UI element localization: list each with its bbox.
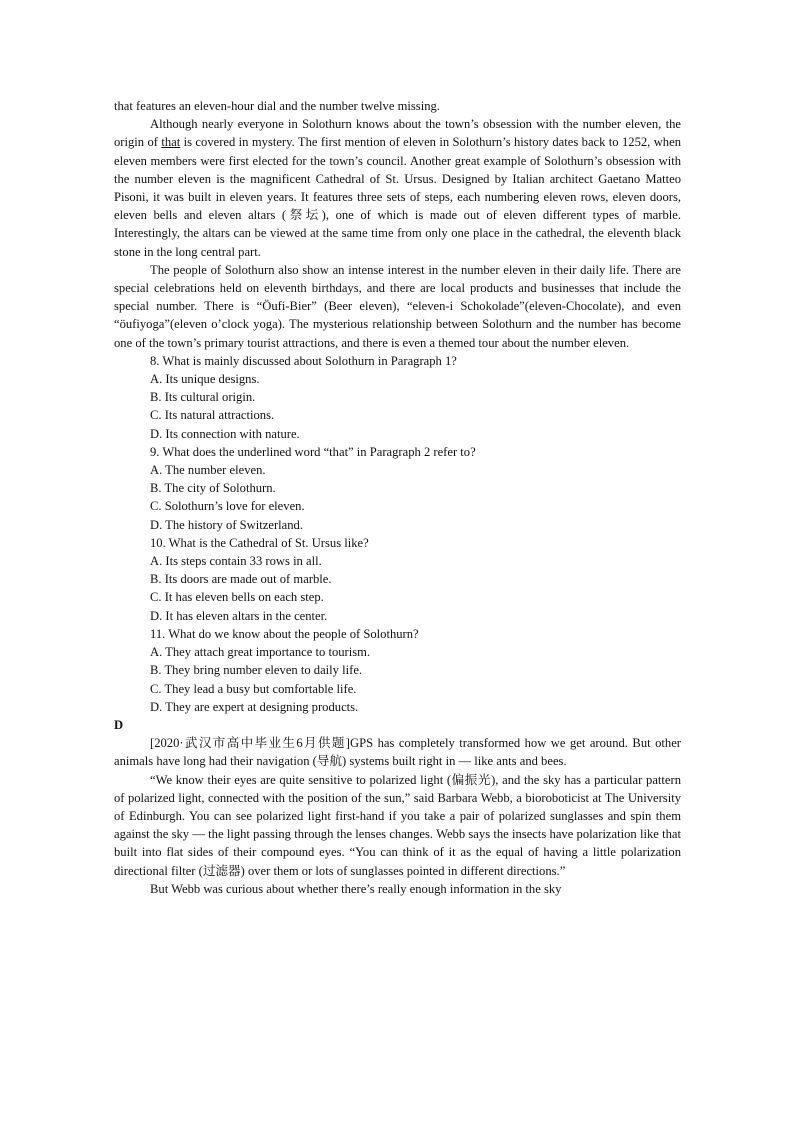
question-9-option-c: C. Solothurn’s love for eleven. xyxy=(150,499,305,514)
question-11-stem: 11. What do we know about the people of Solothurn? xyxy=(150,626,419,641)
question-10-option-d: D. It has eleven altars in the center. xyxy=(150,608,328,623)
document-page xyxy=(114,97,681,898)
question-10-stem: 10. What is the Cathedral of St. Ursus like? xyxy=(150,535,369,550)
question-9-stem: 9. What does the underlined word “that” in Paragraph 2 refer to? xyxy=(150,444,476,459)
question-10-option-c: C. It has eleven bells on each step. xyxy=(150,590,324,605)
section-label-d: D xyxy=(114,717,124,732)
passage-c-paragraph-1-end: that features an eleven-hour dial and the number twelve missing. xyxy=(114,99,440,113)
passage-c-paragraph-2 xyxy=(114,115,681,261)
question-11-option-c: C. They lead a busy but comfortable life. xyxy=(150,681,357,696)
question-8-option-a: A. Its unique designs. xyxy=(150,372,260,387)
question-8-stem: 8. What is mainly discussed about Solothurn in Paragraph 1? xyxy=(150,353,457,368)
passage-d-paragraph-3: But Webb was curious about whether there’s really enough information in the sky xyxy=(150,881,562,896)
question-9-option-b: B. The city of Solothurn. xyxy=(150,481,276,496)
underlined-word-that: that xyxy=(161,135,181,150)
question-10-option-b: B. Its doors are made out of marble. xyxy=(150,572,332,587)
passage-d-paragraph-2: “We know their eyes are quite sensitive to polarized light (偏振光), and the sky has a particular pattern of polarized light, connected with the position of the sun,” said Barbara Webb, a bioroboticist at The University of Edinburgh. You can see polarized light first-hand if you take a pair of polarized sunglasses and spin them against the sky — the light passing through the lenses changes. Webb says the insects have polarization like that built into flat sides of their compound eyes. “You can think of it as the equal of having a little polarization directional filter (过滤器) over them or lots of sunglasses pointed in different directions.” xyxy=(114,772,681,878)
question-11-option-d: D. They are expert at designing products. xyxy=(150,699,359,714)
question-8-option-b: B. Its cultural origin. xyxy=(150,390,256,405)
question-9-option-d: D. The history of Switzerland. xyxy=(150,517,303,532)
question-8-option-d: D. Its connection with nature. xyxy=(150,426,300,441)
question-11-option-a: A. They attach great importance to tourism. xyxy=(150,645,371,660)
question-9-option-a: A. The number eleven. xyxy=(150,463,266,478)
question-10-option-a: A. Its steps contain 33 rows in all. xyxy=(150,554,322,569)
passage-c-paragraph-3: The people of Solothurn also show an intense interest in the number eleven in their daily life. There are special celebrations held on eleventh birthdays, and there are local products and businesses that include the special number. There is “Öufi-Bier” (Beer eleven), “eleven-i Schokolade”(eleven-Chocolate), and even “öufiyoga”(eleven o’clock yoga). The mysterious relationship between Solothurn and the number has become one of the town’s primary tourist attractions, and there is even a themed tour about the number eleven. xyxy=(114,262,681,350)
question-11-option-b: B. They bring number eleven to daily life. xyxy=(150,663,363,678)
passage-d-paragraph-1: [2020·武汉市高中毕业生6月供题]GPS has completely transformed how we get around. But other animals have long had their navigation (导航) systems built right in — like ants and bees. xyxy=(114,736,681,769)
paragraph-2-text-a: Although nearly everyone in Solothurn knows about the town’s obsession with the number eleven, the origin of xyxy=(114,117,681,150)
question-8-option-c: C. Its natural attractions. xyxy=(150,408,275,423)
paragraph-2-text-b: is covered in mystery. The first mention of eleven in Solothurn’s history dates back to 1252, when eleven members were first elected for the town’s council. Another great example of Solothurn’s obsession with the number eleven is the magnificent Cathedral of St. Ursus. Designed by Italian architect Gaetano Matteo Pisoni, it was built in eleven years. It features three sets of steps, each numbering eleven rows, eleven doors, eleven bells and eleven altars (祭坛), one of which is made out of eleven different types of marble. Interestingly, the altars can be viewed at the same time from only one place in the cathedral, the eleventh black stone in the long central part. xyxy=(114,135,681,259)
